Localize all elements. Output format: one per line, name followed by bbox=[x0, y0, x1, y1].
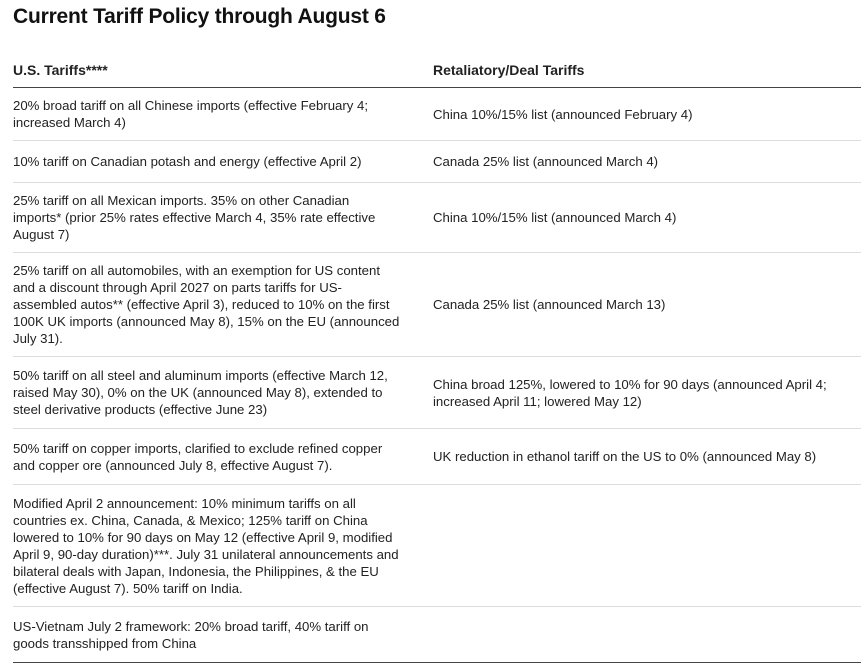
table-row bbox=[13, 485, 861, 607]
table-row bbox=[13, 607, 861, 662]
us-tariff-cell: 50% tariff on copper imports, clarified to exclude refined copper and copper ore (announced July 8, effective August 7). bbox=[13, 440, 383, 473]
table-row bbox=[13, 253, 861, 357]
table-row bbox=[13, 141, 861, 183]
us-tariff-cell: US-Vietnam July 2 framework: 20% broad tariff, 40% tariff on goods transshipped from China bbox=[13, 618, 369, 651]
page-title: Current Tariff Policy through August 6 bbox=[13, 5, 386, 28]
column-header-us-tariffs: U.S. Tariffs**** bbox=[13, 61, 108, 78]
us-tariff-cell: 20% broad tariff on all Chinese imports (effective February 4; increased March 4) bbox=[13, 98, 369, 130]
retaliatory-tariff-cell: Canada 25% list (announced March 13) bbox=[433, 297, 666, 312]
retaliatory-tariff-cell: China 10%/15% list (announced March 4) bbox=[433, 210, 677, 225]
retaliatory-tariff-cell: Canada 25% list (announced March 4) bbox=[433, 154, 659, 169]
table-row bbox=[13, 88, 861, 141]
us-tariff-cell: 25% tariff on all Mexican imports. 35% on other Canadian imports* (prior 25% rates effective March 4, 35% rate effective August 7) bbox=[13, 193, 376, 242]
column-header-retaliatory-tariffs: Retaliatory/Deal Tariffs bbox=[433, 61, 585, 78]
table-row bbox=[13, 429, 861, 485]
retaliatory-tariff-cell: China broad 125%, lowered to 10% for 90 days (announced April 4; increased April 11; lowered May 12) bbox=[433, 376, 827, 409]
table-row bbox=[13, 357, 861, 429]
retaliatory-tariff-cell: UK reduction in ethanol tariff on the US to 0% (announced May 8) bbox=[433, 449, 817, 464]
us-tariff-cell: Modified April 2 announcement: 10% minimum tariffs on all countries ex. China, Canada, & Mexico; 125% tariff on China lowered to 10% for 90 days on May 12 (effective April 9, modified April 9, 90-day duration)***. July 31 unilateral announcements and bilateral deals with Japan, Indonesia, the Philippines, & the EU (effective August 7). 50% tariff on India. bbox=[13, 495, 399, 596]
table-row bbox=[13, 183, 861, 253]
retaliatory-tariff-cell: China 10%/15% list (announced February 4) bbox=[433, 106, 693, 122]
tariff-table bbox=[13, 52, 861, 663]
table-header bbox=[13, 52, 861, 88]
us-tariff-cell: 50% tariff on all steel and aluminum imports (effective March 12, raised May 30), 0% on the UK (announced May 8), extended to steel derivative products (effective June 23) bbox=[13, 368, 388, 417]
us-tariff-cell: 10% tariff on Canadian potash and energy (effective April 2) bbox=[13, 154, 362, 169]
us-tariff-cell: 25% tariff on all automobiles, with an exemption for US content and a discount through April 2027 on parts tariffs for US-assembled autos** (effective April 3), reduced to 10% on the first 100K UK imports (announced May 8), 15% on the EU (announced July 31). bbox=[13, 263, 400, 346]
